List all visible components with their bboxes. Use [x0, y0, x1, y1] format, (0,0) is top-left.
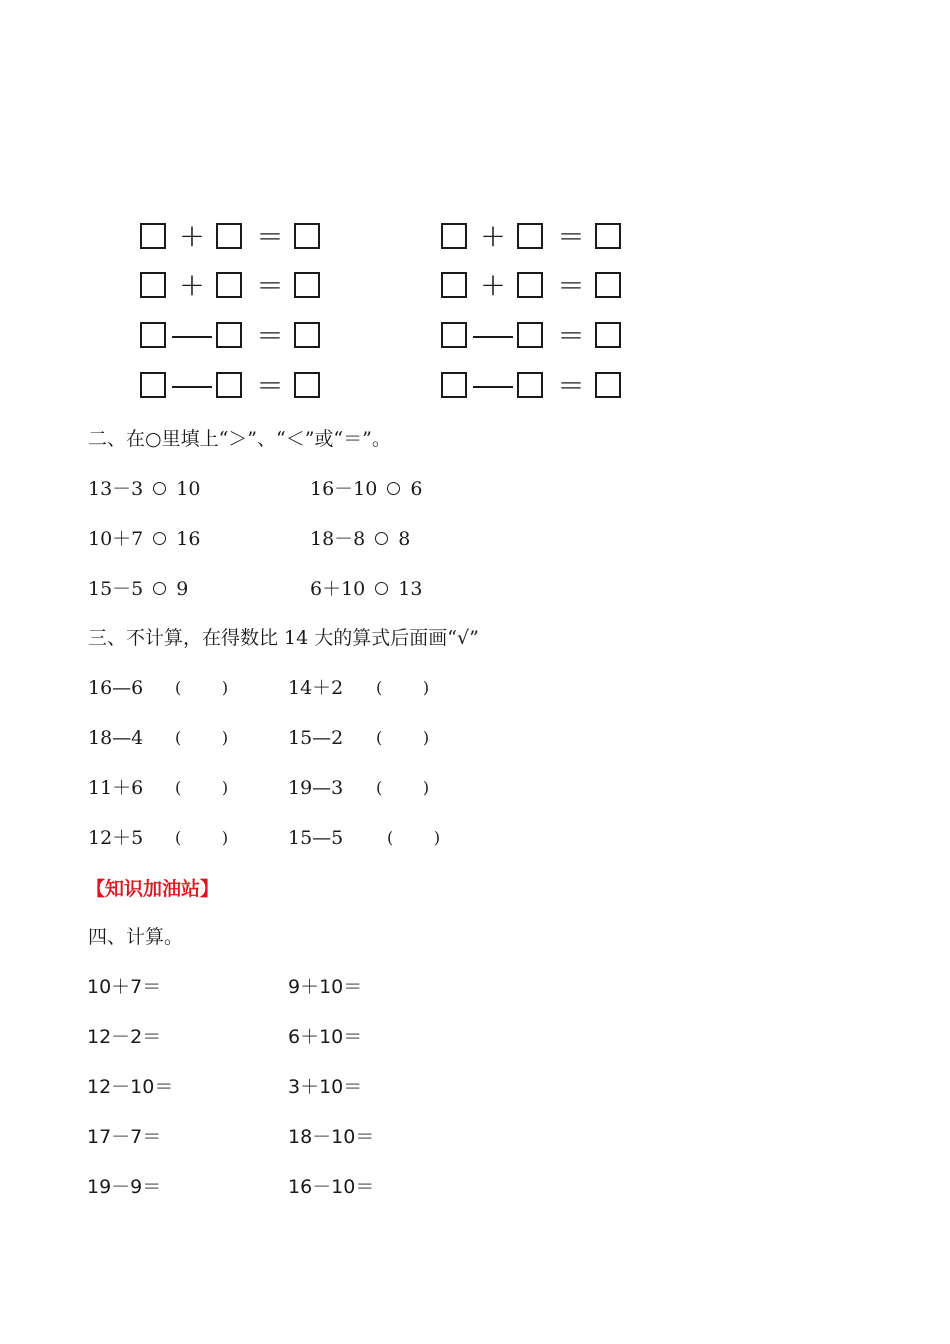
answer-box[interactable]	[441, 223, 467, 249]
equals-sign: =	[558, 367, 584, 403]
box-equation-right-3	[441, 317, 626, 354]
equals-sign: =	[558, 317, 584, 353]
compare-value: 13	[398, 578, 423, 600]
answer-box[interactable]	[216, 322, 242, 348]
compare-item-left	[88, 527, 200, 551]
equals-sign: =	[257, 367, 283, 403]
minus-sign	[473, 336, 513, 338]
answer-box[interactable]	[294, 272, 320, 298]
answer-box[interactable]	[216, 223, 242, 249]
answer-parentheses[interactable]: ( )	[376, 728, 430, 747]
compare-circle[interactable]	[153, 532, 166, 545]
box-equation-right-4	[441, 367, 626, 404]
answer-box[interactable]	[517, 372, 543, 398]
box-equation-left-4	[140, 367, 325, 404]
compare-value: 10	[176, 478, 201, 500]
answer-box[interactable]	[441, 372, 467, 398]
plus-sign: +	[179, 267, 205, 303]
answer-box[interactable]	[140, 322, 166, 348]
compare-expression: 15－5	[88, 578, 144, 600]
answer-box[interactable]	[294, 223, 320, 249]
judge-expression: 11＋6	[88, 777, 144, 799]
compare-circle[interactable]	[153, 482, 166, 495]
calc-item-left: 19－9＝	[87, 1176, 162, 1198]
box-equation-right-1	[441, 218, 626, 255]
compare-item-left	[88, 577, 188, 601]
answer-box[interactable]	[294, 372, 320, 398]
minus-sign	[473, 386, 513, 388]
compare-circle[interactable]	[375, 532, 388, 545]
equals-sign: =	[558, 218, 584, 254]
answer-box[interactable]	[294, 322, 320, 348]
section3-title: 三、不计算，在得数比 14 大的算式后面画“√”	[88, 627, 479, 649]
compare-value: 16	[176, 528, 201, 550]
judge-expression: 15—2	[288, 727, 344, 749]
box-equation-left-1	[140, 218, 325, 255]
equals-sign: =	[257, 267, 283, 303]
compare-value: 9	[176, 578, 189, 600]
compare-item-left	[88, 477, 200, 501]
answer-parentheses[interactable]: ( )	[175, 678, 229, 697]
section2-title: 二、在○里填上“＞”、“＜”或“＝”。	[88, 428, 391, 450]
compare-circle[interactable]	[375, 582, 388, 595]
compare-expression: 16－10	[310, 478, 378, 500]
calc-item-right: 18－10＝	[288, 1126, 375, 1148]
calc-item-left: 12－2＝	[87, 1026, 162, 1048]
answer-box[interactable]	[517, 223, 543, 249]
answer-parentheses[interactable]: ( )	[175, 728, 229, 747]
answer-box[interactable]	[140, 223, 166, 249]
answer-box[interactable]	[441, 322, 467, 348]
answer-box[interactable]	[517, 272, 543, 298]
compare-expression: 18－8	[310, 528, 366, 550]
compare-value: 6	[410, 478, 423, 500]
minus-sign	[172, 336, 212, 338]
judge-expression: 18—4	[88, 727, 144, 749]
plus-sign: +	[179, 218, 205, 254]
box-equation-left-2	[140, 267, 325, 304]
answer-box[interactable]	[140, 372, 166, 398]
compare-expression: 10＋7	[88, 528, 144, 550]
answer-parentheses[interactable]: ( )	[376, 778, 430, 797]
judge-expression: 19—3	[288, 777, 344, 799]
answer-parentheses[interactable]: ( )	[376, 678, 430, 697]
judge-expression: 14＋2	[288, 677, 344, 699]
calc-item-left: 17－7＝	[87, 1126, 162, 1148]
judge-expression: 15—5	[288, 827, 344, 849]
calc-item-right: 9＋10＝	[288, 976, 363, 998]
minus-sign	[172, 386, 212, 388]
calc-item-right: 3＋10＝	[288, 1076, 363, 1098]
plus-sign: +	[480, 218, 506, 254]
calc-item-left: 12－10＝	[87, 1076, 174, 1098]
compare-item-right	[310, 527, 410, 551]
equals-sign: =	[558, 267, 584, 303]
compare-circle[interactable]	[387, 482, 400, 495]
calc-item-left: 10＋7＝	[87, 976, 162, 998]
compare-expression: 6＋10	[310, 578, 366, 600]
plus-sign: +	[480, 267, 506, 303]
equals-sign: =	[257, 218, 283, 254]
answer-box[interactable]	[216, 272, 242, 298]
compare-expression: 13－3	[88, 478, 144, 500]
knowledge-header: 【知识加油站】	[86, 878, 220, 900]
answer-box[interactable]	[441, 272, 467, 298]
judge-expression: 16—6	[88, 677, 144, 699]
calc-item-right: 6＋10＝	[288, 1026, 363, 1048]
answer-parentheses[interactable]: ( )	[387, 828, 441, 847]
calc-item-right: 16－10＝	[288, 1176, 375, 1198]
box-equation-left-3	[140, 317, 325, 354]
answer-parentheses[interactable]: ( )	[175, 778, 229, 797]
box-equation-right-2	[441, 267, 626, 304]
compare-circle[interactable]	[153, 582, 166, 595]
section4-title: 四、计算。	[88, 926, 184, 948]
answer-box[interactable]	[517, 322, 543, 348]
answer-box[interactable]	[595, 223, 621, 249]
answer-box[interactable]	[216, 372, 242, 398]
answer-box[interactable]	[595, 372, 621, 398]
compare-item-right	[310, 577, 422, 601]
answer-box[interactable]	[595, 322, 621, 348]
equals-sign: =	[257, 317, 283, 353]
answer-box[interactable]	[595, 272, 621, 298]
answer-box[interactable]	[140, 272, 166, 298]
judge-expression: 12＋5	[88, 827, 144, 849]
answer-parentheses[interactable]: ( )	[175, 828, 229, 847]
compare-item-right	[310, 477, 422, 501]
compare-value: 8	[398, 528, 411, 550]
